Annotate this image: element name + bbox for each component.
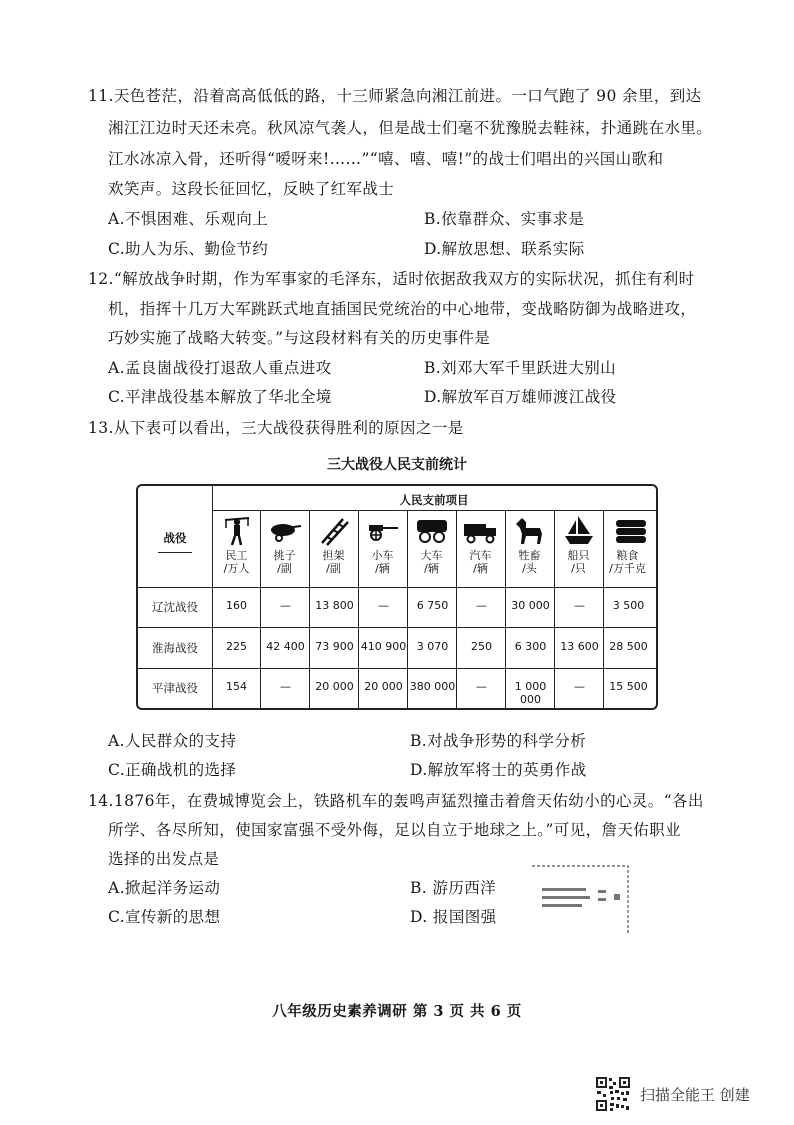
column-unit: /万千克 xyxy=(609,562,646,575)
column-header-3 xyxy=(358,549,407,575)
q14-option-a[interactable]: A.掀起洋务运动 xyxy=(108,879,221,897)
q12-option-b[interactable]: B.刘邓大军千里跃进大别山 xyxy=(424,359,617,377)
boat-icon xyxy=(564,514,594,546)
column-unit: /辆 xyxy=(473,562,488,575)
column-name: 挑子 xyxy=(273,549,296,562)
table-cell: 13 600 xyxy=(560,639,599,653)
q11-option-c[interactable]: C.助人为乐、勤俭节约 xyxy=(108,240,269,258)
row-label: 平津战役 xyxy=(152,681,198,695)
porter-icon xyxy=(224,514,250,546)
table-cell: 154 xyxy=(226,680,247,693)
q12-line-3: 巧妙实施了战略大转变。”与这段材料有关的历史事件是 xyxy=(108,329,491,347)
table-cell: 73 900 xyxy=(315,639,354,653)
column-unit: /辆 xyxy=(375,562,390,575)
table-cell: — xyxy=(476,599,487,612)
table-cell: 13 800 xyxy=(315,599,354,612)
row-label: 淮海战役 xyxy=(152,640,198,655)
table-cell: — xyxy=(280,599,291,612)
column-labels xyxy=(212,549,656,585)
q11-option-a[interactable]: A.不惧困难、乐观向上 xyxy=(108,210,269,228)
column-name: 民工 xyxy=(225,549,248,562)
table-cell: 6 750 xyxy=(416,599,449,612)
table-cell: 20 000 xyxy=(364,680,403,693)
stamp-artifact xyxy=(528,862,633,942)
table-cell: 15 500 xyxy=(609,680,648,693)
q12-option-d[interactable]: D.解放军百万雄师渡江战役 xyxy=(424,388,617,406)
group-header: 人民支前项目 xyxy=(399,493,469,507)
table-cell: 42 400 xyxy=(266,639,305,653)
column-header-1 xyxy=(260,549,309,575)
table-body xyxy=(138,587,656,708)
column-header-6 xyxy=(505,549,554,575)
page-footer: 八年级历史素养调研 第 3 页 共 6 页 xyxy=(272,1003,522,1020)
table-cell: 380 000 xyxy=(409,680,456,693)
q12-option-c[interactable]: C.平津战役基本解放了华北全境 xyxy=(108,388,332,406)
q13-option-a[interactable]: A.人民群众的支持 xyxy=(108,732,237,750)
column-unit: /万人 xyxy=(223,562,250,575)
table-cell: 3 070 xyxy=(416,639,449,653)
corner-label: 战役 xyxy=(163,531,187,545)
q13-option-b[interactable]: B.对战争形势的科学分析 xyxy=(410,732,587,750)
column-header-7 xyxy=(554,549,603,575)
q14-line-2: 所学、各尽所知，使国家富强不受外侮，足以自立于地球之上。”可见，詹天佑职业 xyxy=(108,821,681,839)
q11-line-1: 11.天色苍茫，沿着高高低低的路，十三师紧急向湘江前进。一口气跑了 90 余里，到达 xyxy=(88,87,702,105)
column-header-2 xyxy=(309,549,358,575)
table-row xyxy=(138,587,656,627)
table-row xyxy=(138,627,656,668)
table-cell: 30 000 xyxy=(511,599,550,612)
column-header-4 xyxy=(407,549,456,575)
q11-line-4: 欢笑声。这段长征回忆，反映了红军战士 xyxy=(108,180,395,198)
table-cell: 410 900 xyxy=(360,639,407,653)
q11-line-2: 湘江江边时天还未亮。秋风凉气袭人，但是战士们毫不犹豫脱去鞋袜，扑通跳在水里。 xyxy=(108,119,713,137)
column-name: 小车 xyxy=(371,549,394,562)
table-cell: 160 xyxy=(226,599,247,612)
carrying-pole-icon xyxy=(269,520,303,542)
table-cell: 1 000 000 xyxy=(514,680,547,706)
table-cell: 250 xyxy=(471,639,492,653)
column-name: 大车 xyxy=(420,549,443,562)
q12-option-a[interactable]: A.孟良崮战役打退敌人重点进攻 xyxy=(108,359,332,377)
horse-icon xyxy=(512,516,546,546)
q13-option-c[interactable]: C.正确战机的选择 xyxy=(108,761,237,779)
q14-line-1: 14.1876年，在费城博览会上，铁路机车的轰鸣声猛烈撞击着詹天佑幼小的心灵。“各出 xyxy=(88,792,704,810)
cart-icon xyxy=(415,518,449,544)
scanner-watermark: 扫描全能王 创建 xyxy=(640,1086,750,1104)
table-cell: 6 300 xyxy=(514,639,547,653)
column-unit: /副 xyxy=(326,562,341,575)
support-statistics-table xyxy=(136,484,658,710)
grain-sacks-icon xyxy=(614,518,648,544)
table-cell: 3 500 xyxy=(612,599,645,612)
column-name: 船只 xyxy=(567,549,590,562)
table-cell: 20 000 xyxy=(315,680,354,693)
table-cell: — xyxy=(476,680,487,693)
q11-line-3: 江水冰凉入骨，还听得“嗳呀来!……”“嘻、嘻、嘻!”的战士们唱出的兴国山歌和 xyxy=(108,150,664,168)
truck-icon xyxy=(462,520,498,544)
column-header-0 xyxy=(212,549,261,575)
column-name: 汽车 xyxy=(469,549,492,562)
q11-option-b[interactable]: B.依靠群众、实事求是 xyxy=(424,210,585,228)
table-cell: 225 xyxy=(226,639,247,653)
q14-option-c[interactable]: C.宣传新的思想 xyxy=(108,908,221,926)
corner-divider xyxy=(158,552,192,553)
column-name: 担架 xyxy=(322,549,345,562)
stretcher-icon xyxy=(319,516,349,546)
column-unit: /辆 xyxy=(424,562,439,575)
q14-option-d[interactable]: D. 报国图强 xyxy=(410,908,497,926)
column-name: 牲畜 xyxy=(518,549,541,562)
q13-option-d[interactable]: D.解放军将士的英勇作战 xyxy=(410,761,587,779)
table-cell: 28 500 xyxy=(609,639,648,653)
column-unit: /头 xyxy=(522,562,537,575)
row-label: 辽沈战役 xyxy=(152,600,198,614)
q11-option-d[interactable]: D.解放思想、联系实际 xyxy=(424,240,585,258)
qr-code-icon xyxy=(595,1076,631,1112)
q14-line-3: 选择的出发点是 xyxy=(108,850,220,868)
table-cell: — xyxy=(574,599,585,612)
column-unit: /副 xyxy=(277,562,292,575)
column-header-5 xyxy=(456,549,505,575)
wheelbarrow-icon xyxy=(365,522,399,542)
column-header-8 xyxy=(603,549,652,575)
q13-stem: 13.从下表可以看出，三大战役获得胜利的原因之一是 xyxy=(88,419,464,437)
q12-line-2: 机，指挥十几万大军跳跃式地直插国民党统治的中心地带，变战略防御为战略进攻， xyxy=(108,300,697,318)
table-row xyxy=(138,668,656,708)
table-cell: — xyxy=(378,599,389,612)
table-cell: — xyxy=(280,680,291,693)
q12-line-1: 12.“解放战争时期，作为军事家的毛泽东，适时依据敌我双方的实际状况，抓住有利时 xyxy=(88,270,695,288)
column-name: 粮食 xyxy=(616,549,639,562)
column-unit: /只 xyxy=(571,562,586,575)
table-cell: — xyxy=(574,680,585,693)
table-title: 三大战役人民支前统计 xyxy=(327,457,467,473)
q14-option-b[interactable]: B. 游历西洋 xyxy=(410,879,497,897)
